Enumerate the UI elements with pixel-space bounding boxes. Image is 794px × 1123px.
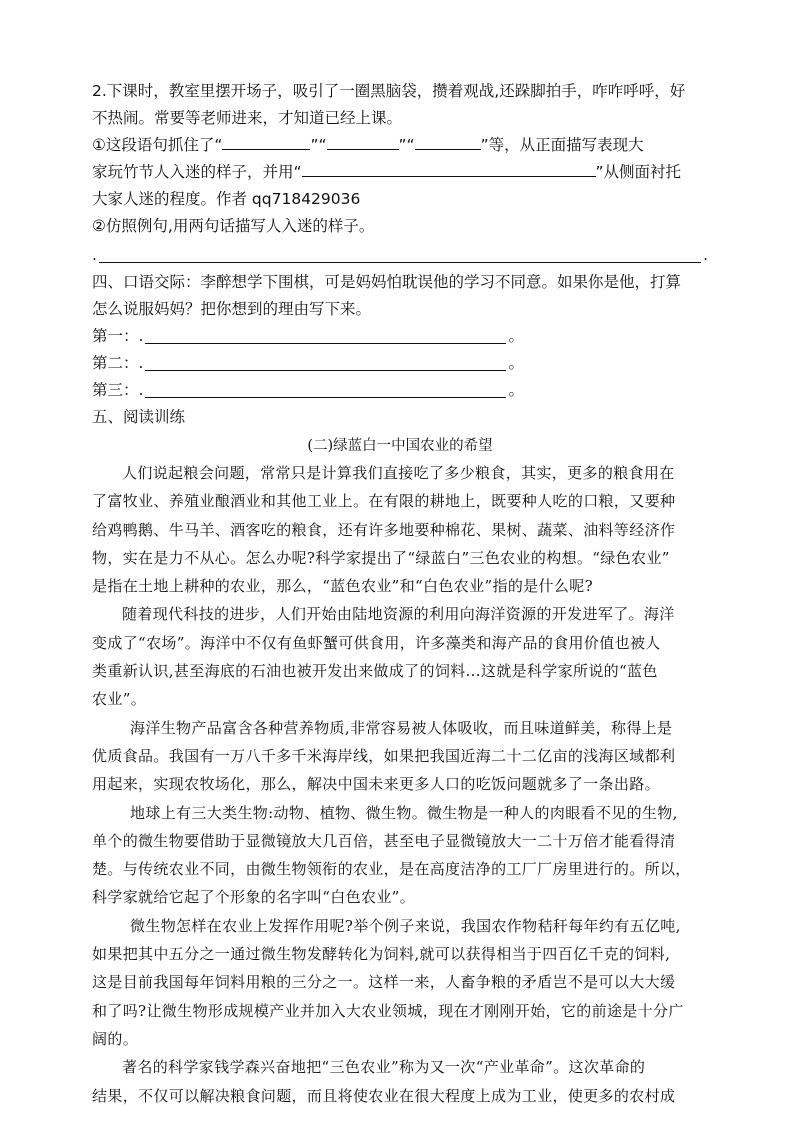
answer-end-first: 。 [508, 327, 524, 345]
answer-rule-first [145, 343, 506, 344]
answer-line-dot-end: . [703, 246, 708, 264]
paragraph-line: 楚。与传统农业不同，由微生物领衔的农业，是在高度洁净的工厂厂房里进行的。所以， [92, 860, 691, 879]
question-2-line-1: 2.下课时，教室里摆开场子，吸引了一圈黑脑袋，攒着观战,还跺脚拍手，咋咋呼呼，好 [92, 82, 686, 100]
answer-rule-second [145, 370, 506, 371]
article-title: (二)绿蓝白一中国农业的希望 [307, 438, 493, 454]
sub-question-2-answer-line[interactable] [92, 242, 708, 269]
sub1-text-b: ”“ [310, 136, 327, 154]
sub-question-2: ②仿照例句,用两句话描写人入迷的样子。 [92, 217, 375, 235]
paragraph-line: 农业”。 [92, 690, 147, 709]
paragraph-line: 变成了“农场”。海洋中不仅有鱼虾蟹可供食用，许多藻类和海产品的食用价值也被人 [92, 633, 661, 652]
paragraph-line: 这是目前我国每年饲料用粮的三分之一。这样一来，人畜争粮的矛盾岂不是可以大大缓 [92, 973, 676, 992]
answer-label-second: 第二： [92, 354, 139, 372]
paragraph-line: 是指在土地上耕种的农业，那么，“蓝色农业”和“白色农业”指的是什么呢? [92, 577, 593, 596]
paragraph-line: 优质食品。我国有一万八千多千米海岸线，如果把我国近海二十二亿亩的浅海区域都利 [92, 746, 676, 765]
paragraph-line: 微生物怎样在农业上发挥作用呢?举个例子来说，我国农作物秸秆每年约有五亿吨, [130, 916, 681, 935]
paragraph-2 [92, 600, 708, 713]
section-4-title-line-1: 四、口语交际：李醉想学下围棋，可是妈妈怕耽误他的学习不同意。如果你是他，打算 [92, 273, 682, 291]
paragraph-4 [92, 799, 708, 912]
answer-end-third: 。 [508, 381, 524, 399]
answer-line-dot-start: . [92, 246, 97, 264]
answer-label-third: 第三： [92, 381, 139, 399]
answer-end-second: 。 [508, 354, 524, 372]
question-2-line-2: 不热闹。常要等老师进来，才知道已经上课。 [92, 109, 403, 127]
paragraph-5 [92, 912, 708, 1053]
sub1-text-d: ”等，从正面描写表现大 [480, 136, 644, 154]
answer-row-first[interactable] [92, 323, 524, 350]
answer-blank-4[interactable] [302, 159, 596, 177]
paragraph-line: 单个的微生物要借助于显微镜放大几百倍，甚至电子显微镜放大一二十万倍才能看得清 [92, 831, 676, 850]
sub1-line2-start: 家玩竹节人入迷的样子，并用“ [92, 163, 302, 181]
paragraph-line: 了富牧业、养殖业酿酒业和其他工业上。在有限的耕地上，既要种人吃的口粮，又要种 [92, 492, 676, 511]
answer-rule-third [145, 397, 506, 398]
paragraph-line: 著名的科学家钱学森兴奋地把“三色农业”称为又一次“产业革命”。这次革命的 [122, 1058, 646, 1077]
paragraph-line: 给鸡鸭鹅、牛马羊、酒客吃的粮食，还有许多地要种棉花、果树、蔬菜、油料等经济作 [92, 520, 676, 539]
answer-lead-first: . [138, 327, 144, 345]
answer-blank-2[interactable] [327, 132, 399, 150]
paragraph-line: 科学家就给它起了个形象的名字叫“白色农业”。 [92, 888, 416, 907]
sub1-text-c: ”“ [398, 136, 415, 154]
answer-blank-1[interactable] [222, 132, 310, 150]
paragraph-line: 用起来，实现农牧场化，那么，解决中国未来更多人口的吃饭问题就多了一条出路。 [92, 775, 660, 794]
paragraph-line: 地球上有三大类生物:动物、植物、微生物。微生物是一种人的肉眼看不见的生物, [130, 803, 678, 822]
section-4-title-line-2: 怎么说服妈妈？把你想到的理由写下来。 [92, 300, 372, 318]
sub1-line2-end: ”从侧面衬托 [595, 163, 682, 181]
paragraph-6 [92, 1053, 708, 1110]
paragraph-1 [92, 459, 708, 600]
paragraph-3 [92, 714, 708, 799]
sub-question-1-line-1 [92, 132, 708, 159]
answer-row-third[interactable] [92, 377, 524, 404]
sub1-text-a: ①这段语句抓住了“ [92, 136, 223, 154]
article-body [92, 459, 708, 1110]
sub-question-1-line-3: 大家人迷的程度。作者 qq718429036 [92, 190, 361, 208]
paragraph-line: 类重新认识,甚至海底的石油也被开发出来做成了的饲料...这就是科学家所说的“蓝色 [92, 662, 658, 681]
paragraph-line: 海洋生物产品富含各种营养物质,非常容易被人体吸收，而且味道鲜美，称得上是 [130, 718, 673, 737]
paragraph-line: 结果，不仅可以解决粮食问题，而且将使农业在很大程度上成为工业，使更多的农村成 [92, 1086, 676, 1105]
answer-label-first: 第一： [92, 327, 139, 345]
answer-lead-third: . [138, 381, 144, 399]
paragraph-line: 和了吗?让微生物形成规模产业并加入大农业领城，现在才刚刚开始，它的前途是十分广 [92, 1001, 684, 1020]
paragraph-line: 人们说起粮会问题，常常只是计算我们直接吃了多少粮食，其实，更多的粮食用在 [122, 464, 675, 482]
answer-blank-3[interactable] [415, 132, 481, 150]
sub-question-1-line-2 [92, 159, 708, 186]
paragraph-line: 随着现代科技的进步，人们开始由陆地资源的利用向海洋资源的开发进军了。海洋 [122, 605, 675, 624]
section-5-title: 五、阅读训练 [92, 408, 186, 426]
answer-row-second[interactable] [92, 350, 524, 377]
worksheet-page [92, 78, 708, 1110]
paragraph-line: 物，实在是力不从心。怎么办呢?科学家提出了“绿蓝白”三色农业的构想。“绿色农业” [92, 548, 670, 567]
answer-lead-second: . [138, 354, 144, 372]
answer-rule [99, 262, 701, 263]
paragraph-line: 如果把其中五分之一通过微生物发酵转化为饲料,就可以获得相当于四百亿千克的饲料, [92, 945, 671, 964]
paragraph-line: 阔的。 [92, 1029, 139, 1048]
